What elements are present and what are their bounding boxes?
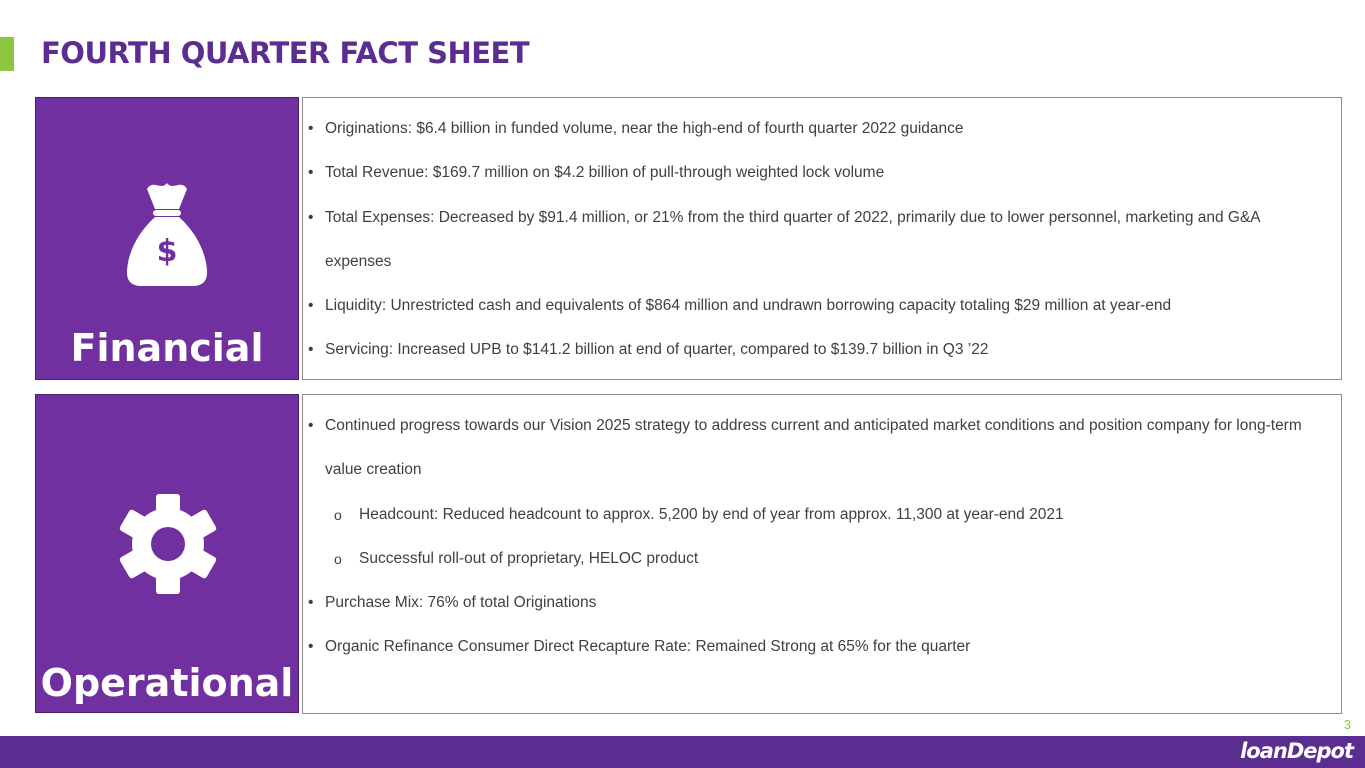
financial-details-box: [302, 97, 1342, 380]
sub-list-item: o Successful roll-out of proprietary, HELOC product: [303, 537, 1341, 581]
operational-label: Operational: [40, 661, 294, 705]
loandepot-logo: loanDepot: [1240, 739, 1353, 763]
list-item: • Total Expenses: Decreased by $91.4 million, or 21% from the third quarter of 2022, primarily due to lower personnel, marketing and G&A expenses: [303, 196, 1341, 285]
gear-icon: [117, 493, 219, 595]
list-item: • Purchase Mix: 76% of total Originations: [303, 581, 1341, 625]
sub-list-item: o Headcount: Reduced headcount to approx. 5,200 by end of year from approx. 11,300 at year-end 2021: [303, 493, 1341, 537]
financial-bullet-list: [303, 107, 1341, 373]
list-item: • Originations: $6.4 billion in funded volume, near the high-end of fourth quarter 2022 guidance: [303, 107, 1341, 151]
money-bag-icon: [125, 177, 209, 289]
list-item: • Organic Refinance Consumer Direct Recapture Rate: Remained Strong at 65% for the quarter: [303, 625, 1341, 669]
operational-panel: [35, 394, 299, 713]
footer-bar: [0, 736, 1365, 768]
list-item: • Servicing: Increased UPB to $141.2 billion at end of quarter, compared to $139.7 billion in Q3 ’22: [303, 328, 1341, 372]
list-item: • Total Revenue: $169.7 million on $4.2 billion of pull-through weighted lock volume: [303, 151, 1341, 195]
operational-bullet-list: [303, 404, 1341, 670]
operational-details-box: [302, 394, 1342, 714]
financial-label: Financial: [70, 326, 264, 370]
list-item: • Continued progress towards our Vision 2025 strategy to address current and anticipated market conditions and position company for long-term value creation: [303, 404, 1341, 493]
svg-text:$: $: [156, 234, 178, 269]
financial-panel: [35, 97, 299, 380]
page-title: FOURTH QUARTER FACT SHEET: [41, 36, 530, 70]
title-accent-bar: [0, 37, 14, 71]
list-item: • Liquidity: Unrestricted cash and equivalents of $864 million and undrawn borrowing capacity totaling $29 million at year-end: [303, 284, 1341, 328]
page-number: 3: [1343, 717, 1351, 732]
